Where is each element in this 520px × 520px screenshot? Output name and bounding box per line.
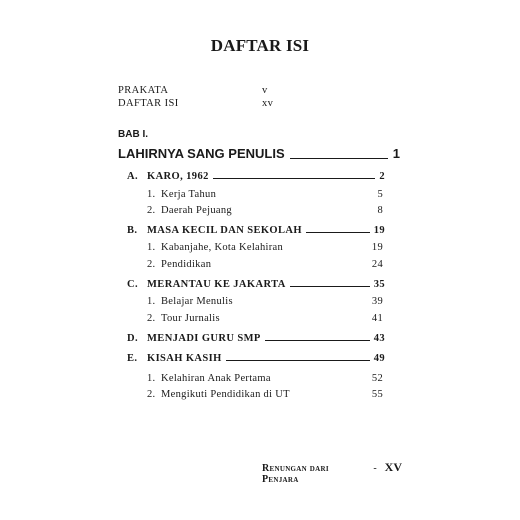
subsection-title: Kerja Tahun	[161, 189, 217, 200]
subsection-page: 39	[371, 296, 383, 307]
subsection-title: Mengikuti Pendidikan di UT	[161, 389, 290, 400]
page-footer	[262, 460, 402, 485]
section-page: 49	[373, 353, 385, 364]
subsection-title: Daerah Pejuang	[161, 205, 232, 216]
front-matter-page: v	[262, 85, 268, 96]
subsection-title: Pendidikan	[161, 259, 212, 270]
page-title: DAFTAR ISI	[210, 36, 310, 55]
section-entry	[127, 276, 385, 290]
subsection-title: Belajar Menulis	[161, 296, 233, 307]
section-entry	[127, 222, 385, 236]
subsection-number: 1.	[147, 189, 156, 200]
footer-separator: -	[373, 463, 377, 474]
section-title: MERANTAU KE JAKARTA	[147, 279, 286, 290]
section-page: 2	[379, 171, 385, 182]
section-title: MASA KECIL DAN SEKOLAH	[147, 225, 302, 236]
subsection-entry	[147, 371, 383, 384]
front-matter-label: DAFTAR ISI	[118, 98, 179, 109]
subsection-entry	[147, 257, 383, 270]
section-letter: D.	[127, 333, 139, 344]
subsection-page: 41	[371, 313, 383, 324]
section-entry	[127, 350, 385, 364]
front-matter-item	[118, 85, 268, 96]
section-page: 43	[373, 333, 385, 344]
subsection-entry	[147, 240, 383, 253]
subsection-page: 8	[377, 205, 383, 216]
dotted-leader	[290, 286, 370, 287]
subsection-title: Kelahiran Anak Pertama	[161, 373, 271, 384]
subsection-page: 5	[377, 189, 383, 200]
subsection-page: 52	[371, 373, 383, 384]
section-entry	[127, 330, 385, 344]
chapter-entry	[118, 145, 400, 161]
subsection-page: 55	[371, 389, 383, 400]
running-footer-title: Renungan dari Penjara	[262, 463, 329, 485]
subsection-entry	[147, 294, 383, 307]
section-letter: B.	[127, 225, 138, 236]
chapter-label: BAB I.	[118, 129, 148, 140]
subsection-entry	[147, 311, 383, 324]
subsection-title: Tour Jurnalis	[161, 313, 220, 324]
front-matter-label: PRAKATA	[118, 85, 169, 96]
dotted-leader	[290, 158, 388, 159]
subsection-number: 2.	[147, 313, 156, 324]
subsection-entry	[147, 187, 383, 200]
section-entry	[127, 168, 385, 182]
dotted-leader	[306, 232, 370, 233]
front-matter-page: xv	[262, 98, 274, 109]
chapter-title: LAHIRNYA SANG PENULIS	[118, 146, 285, 161]
section-letter: C.	[127, 279, 139, 290]
subsection-page: 19	[371, 242, 383, 253]
section-title: KISAH KASIH	[147, 353, 222, 364]
chapter-page: 1	[392, 146, 400, 161]
section-letter: E.	[127, 353, 138, 364]
section-letter: A.	[127, 171, 139, 182]
subsection-entry	[147, 203, 383, 216]
subsection-number: 2.	[147, 389, 156, 400]
dotted-leader	[226, 360, 370, 361]
subsection-title: Kabanjahe, Kota Kelahiran	[161, 242, 284, 253]
subsection-entry	[147, 387, 383, 400]
subsection-number: 1.	[147, 296, 156, 307]
dotted-leader	[213, 178, 376, 179]
front-matter-item	[118, 98, 274, 109]
subsection-number: 1.	[147, 242, 156, 253]
subsection-number: 2.	[147, 259, 156, 270]
subsection-page: 24	[371, 259, 383, 270]
page-number: XV	[384, 460, 402, 474]
section-title: MENJADI GURU SMP	[147, 333, 261, 344]
dotted-leader	[265, 340, 370, 341]
section-title: KARO, 1962	[147, 171, 209, 182]
subsection-number: 1.	[147, 373, 156, 384]
subsection-number: 2.	[147, 205, 156, 216]
section-page: 35	[373, 279, 385, 290]
section-page: 19	[373, 225, 385, 236]
